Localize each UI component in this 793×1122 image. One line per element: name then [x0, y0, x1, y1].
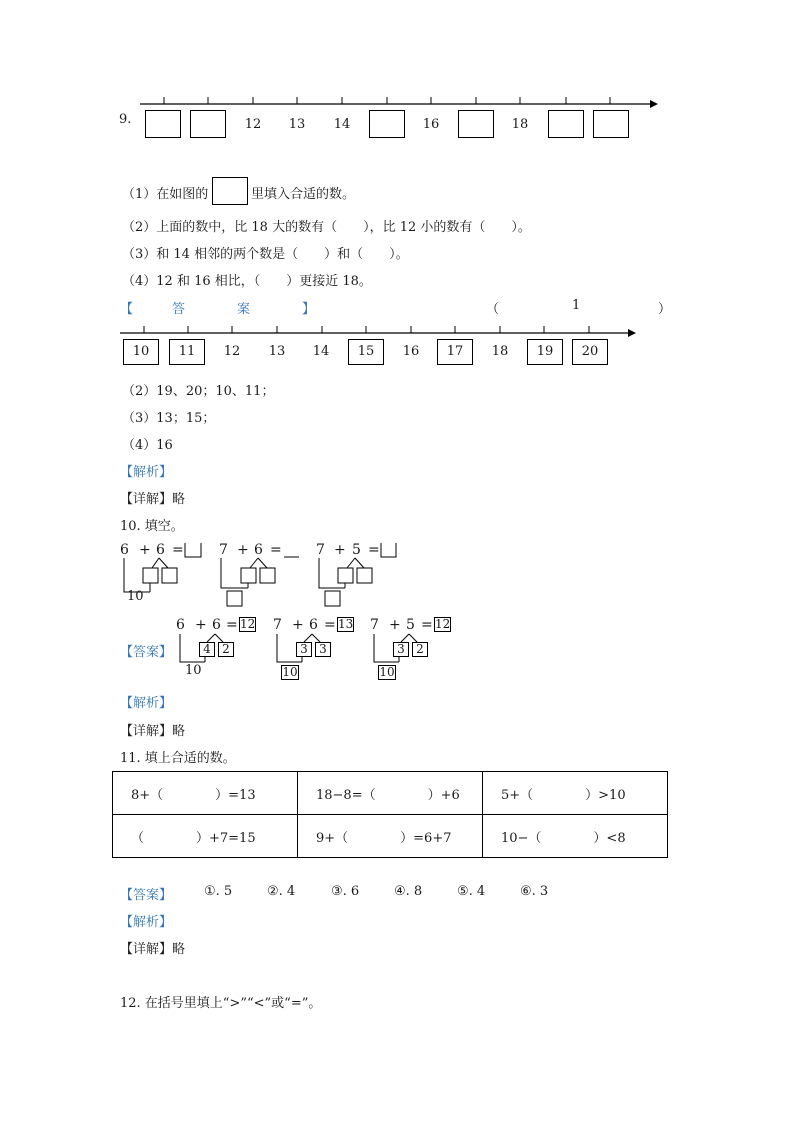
q11-title: 11. 填上合适的数。: [120, 751, 236, 766]
q10-eq2-a: 7: [219, 542, 228, 558]
q11-cell[interactable]: （ ）+7=15: [113, 815, 298, 858]
q9-answer-box: 20: [572, 339, 608, 365]
q10-eq3-b: 5: [352, 542, 361, 558]
q10-eq1-a: 6: [120, 542, 129, 558]
q10-detail: 【详解】略: [120, 724, 186, 739]
table-row: [113, 815, 668, 858]
q11-cell[interactable]: 8+（ ）=13: [113, 772, 298, 815]
q9-answer-box: 15: [348, 339, 384, 365]
q11-answer-tag: 【答案】: [120, 888, 173, 903]
table-row: [113, 772, 668, 815]
q10-ans1-a: 6: [176, 617, 185, 633]
q10-ans3-split2: 2: [412, 642, 428, 657]
q10-ans3-eq: =: [421, 617, 433, 633]
q9-tick-label: 13: [288, 117, 306, 132]
q11-cell[interactable]: 9+（ ）=6+7: [298, 815, 483, 858]
q9-sub2: （2）上面的数中，比 18 大的数有（ ），比 12 小的数有（ ）。: [122, 220, 531, 235]
q10-eq3-op: +: [334, 542, 346, 558]
q10-ans1-eq: =: [226, 617, 238, 633]
q9-answer-tick-label: 12: [223, 344, 241, 359]
q9-answer-4: （4）16: [122, 438, 173, 453]
q11-detail: 【详解】略: [120, 942, 186, 957]
q10-eq1-op: +: [139, 542, 151, 558]
q10-ans2-ten: 10: [282, 665, 298, 679]
q10-ans2-result: 13: [338, 617, 354, 631]
q9-tick-label: 18: [511, 117, 529, 132]
q11-cell[interactable]: 10−（ ）<8: [483, 815, 668, 858]
q10-ans2-b: 6: [309, 617, 318, 633]
q9-answer-box: 11: [169, 339, 205, 365]
q11-answer-6: ⑥. 3: [520, 884, 549, 899]
q9-sub3: （3）和 14 相邻的两个数是（ ）和（ ）。: [122, 247, 409, 262]
q10-ans1-split2: 2: [218, 642, 234, 657]
q11-answer-4: ④. 8: [394, 884, 423, 899]
q11-analysis-tag: 【解析】: [120, 915, 173, 930]
q10-eq1-b: 6: [156, 542, 165, 558]
q11-answer-5: ⑤. 4: [457, 884, 486, 899]
q10-ans3-ten: 10: [379, 665, 395, 679]
q11-cell[interactable]: 18−8=（ ）+6: [298, 772, 483, 815]
q10-ans3-split1: 3: [393, 642, 409, 657]
q10-title: 10. 填空。: [120, 519, 184, 534]
q11-table: [112, 771, 668, 858]
q9-analysis-tag: 【解析】: [120, 465, 173, 480]
q10-ans1-result: 12: [240, 617, 256, 631]
q10-eq2-op: +: [237, 542, 249, 558]
q10-eq2-b: 6: [254, 542, 263, 558]
q10-ans3-result: 12: [435, 617, 451, 631]
q10-ans2-a: 7: [273, 617, 282, 633]
q9-sub1-suffix: 里填入合适的数。: [251, 187, 356, 202]
q9-tick-label: 14: [333, 117, 351, 132]
q9-answer-tag: 【 答 案 】: [120, 302, 316, 317]
q10-eq1-eq: =: [172, 542, 184, 558]
q10-ans3-op: +: [389, 617, 401, 633]
q9-answer-paren-open: （: [486, 302, 500, 317]
q9-sub4: （4）12 和 16 相比，（ ）更接近 18。: [122, 274, 372, 289]
q9-sub1-prefix: （1）在如图的: [122, 187, 209, 202]
q10-eq2-eq: =: [270, 542, 282, 558]
q9-answer-tick-label: 13: [268, 344, 286, 359]
q9-answer-tick-label: 16: [402, 344, 420, 359]
q10-ans1-ten: 10: [185, 663, 202, 678]
q9-answer-paren-number: 1: [572, 298, 581, 313]
q10-eq3-a: 7: [316, 542, 325, 558]
q10-ans2-eq: =: [324, 617, 336, 633]
q10-ans3-b: 5: [406, 617, 415, 633]
q10-ans2-split2: 3: [315, 642, 331, 657]
q11-answer-1: ①. 5: [204, 884, 233, 899]
q9-answer-2: （2）19、20；10、11；: [122, 384, 275, 399]
q12-title: 12. 在括号里填上“>”“<”或“=”。: [120, 996, 322, 1011]
q9-tick-label: 12: [244, 117, 262, 132]
q10-ans1-b: 6: [212, 617, 221, 633]
q9-answer-3: （3）13；15；: [122, 411, 216, 426]
q10-ans2-op: +: [292, 617, 304, 633]
q10-ans2-split1: 3: [296, 642, 312, 657]
q11-cell[interactable]: 5+（ ）>10: [483, 772, 668, 815]
q10-analysis-tag: 【解析】: [120, 696, 173, 711]
q10-eq3-eq: =: [368, 542, 380, 558]
q10-ans1-split1: 4: [199, 642, 215, 657]
q9-detail: 【详解】略: [120, 492, 186, 507]
q9-answer-box: 19: [527, 339, 563, 365]
q9-answer-paren-close: ）: [658, 302, 672, 317]
q9-answer-tick-label: 18: [491, 344, 509, 359]
q10-eq1-ten: 10: [127, 589, 144, 604]
q11-answer-3: ③. 6: [331, 884, 360, 899]
q9-answer-box: 10: [123, 339, 159, 365]
q9-answer-box: 17: [437, 339, 473, 365]
q10-ans1-op: +: [195, 617, 207, 633]
q9-number: 9.: [119, 112, 132, 127]
q9-tick-label: 16: [422, 117, 440, 132]
q10-ans3-a: 7: [370, 617, 379, 633]
q9-answer-tick-label: 14: [312, 344, 330, 359]
q10-answer-tag: 【答案】: [120, 645, 173, 660]
q11-answer-2: ②. 4: [267, 884, 296, 899]
